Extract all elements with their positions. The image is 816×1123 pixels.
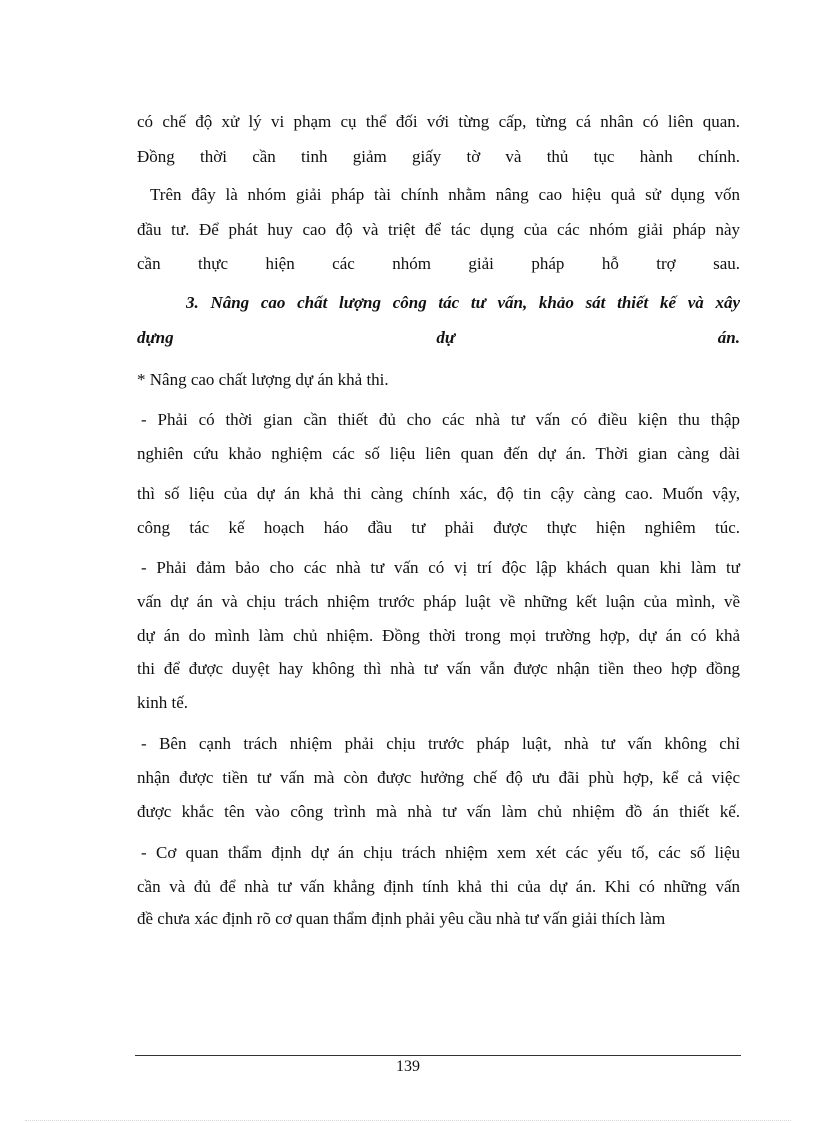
subheading: * Nâng cao chất lượng dự án khả thi. <box>137 370 389 389</box>
list-item-text: nhận được tiền tư vấn mà còn được hưởng chế độ ưu đãi phù hợp, kể cả việc <box>137 768 740 787</box>
list-item-text: thì số liệu của dự án khả thi càng chính xác, độ tin cậy càng cao. Muốn vậy, <box>137 484 740 503</box>
section-heading: 3. Nâng cao chất lượng công tác tư vấn, khảo sát thiết kế và xây <box>186 293 740 312</box>
list-item-text: - Phải có thời gian cần thiết đủ cho các nhà tư vấn có điều kiện thu thập <box>141 410 740 429</box>
list-item-text: vấn dự án và chịu trách nhiệm trước pháp luật về những kết luận của mình, về <box>137 592 740 611</box>
list-item-text: cần và đủ để nhà tư vấn khẳng định tính khả thi của dự án. Khi có những vấn <box>137 877 740 896</box>
list-item-text: công tác kế hoạch háo đầu tư phải được thực hiện nghiêm túc. <box>137 518 740 537</box>
list-item-text: dự án do mình làm chủ nhiệm. Đồng thời trong mọi trường hợp, dự án có khả <box>137 626 740 645</box>
list-item-text: nghiên cứu khảo nghiệm các số liệu liên quan đến dự án. Thời gian càng dài <box>137 444 740 463</box>
list-item-text: đề chưa xác định rõ cơ quan thẩm định phải yêu cầu nhà tư vấn giải thích làm <box>137 909 666 928</box>
list-item-text: thi để được duyệt hay không thì nhà tư vấn vẫn được nhận tiền theo hợp đồng <box>137 659 740 678</box>
list-item-text: - Bên cạnh trách nhiệm phải chịu trước pháp luật, nhà tư vấn không chỉ <box>141 734 740 753</box>
body-text-line: đầu tư. Để phát huy cao độ và triệt để tác dụng của các nhóm giải pháp này <box>137 220 740 239</box>
body-text-line: Trên đây là nhóm giải pháp tài chính nhằm nâng cao hiệu quả sử dụng vốn <box>150 185 740 204</box>
section-heading: dựng dự án. <box>137 328 740 347</box>
page-edge-dots <box>25 1120 791 1121</box>
body-text-line: cần thực hiện các nhóm giải pháp hỗ trợ sau. <box>137 254 740 273</box>
body-text-line: Đồng thời cần tinh giảm giấy tờ và thủ tục hành chính. <box>137 147 740 166</box>
list-item-text: - Cơ quan thẩm định dự án chịu trách nhiệm xem xét các yếu tố, các số liệu <box>141 843 740 862</box>
list-item-text: được khắc tên vào công trình mà nhà tư vấn làm chủ nhiệm đồ án thiết kế. <box>137 802 740 821</box>
page-number: 139 <box>396 1058 420 1075</box>
body-text-line: có chế độ xử lý vi phạm cụ thể đối với từng cấp, từng cá nhân có liên quan. <box>137 112 740 131</box>
list-item-text: - Phải đảm bảo cho các nhà tư vấn có vị trí độc lập khách quan khi làm tư <box>141 558 740 577</box>
list-item-text: kinh tế. <box>137 693 188 712</box>
